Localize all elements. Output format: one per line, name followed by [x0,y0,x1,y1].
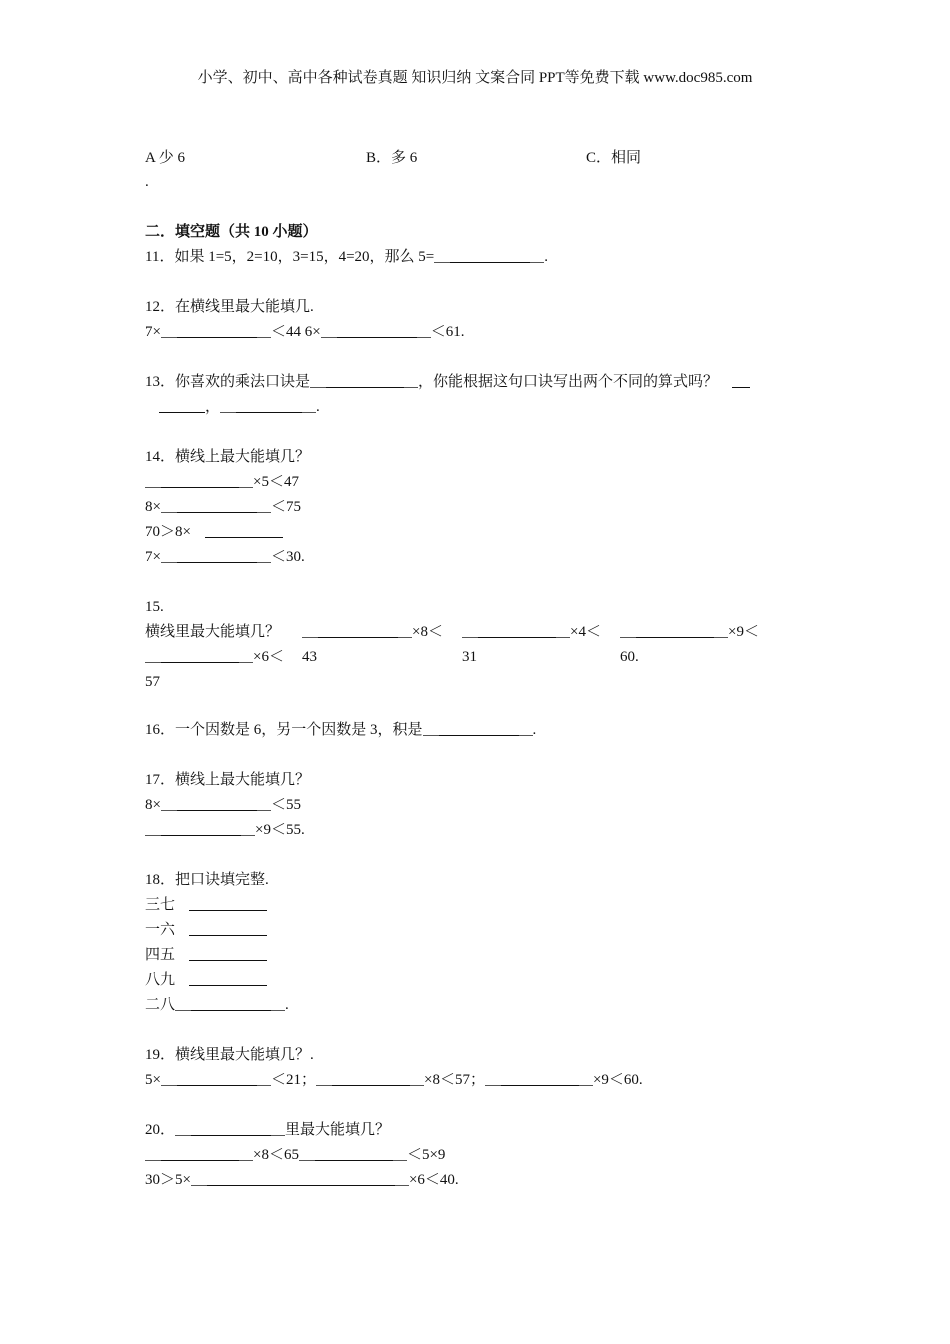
q14-blank-3[interactable] [191,524,283,536]
q15-part-2 [462,622,601,642]
q20-num: 20． [145,1122,176,1138]
q19-title: 19．横线里最大能填几？. [145,1047,314,1063]
q18-item-3 [145,945,267,965]
q18-item-4 [145,970,267,990]
q18-item-label: 四五 [145,947,176,963]
q14-blank-1[interactable] [145,474,253,486]
q13-line-2 [145,397,320,417]
q15-v1: 43 [302,649,317,665]
q11-text: 11．如果 1=5，2=10，3=15，4=20，那么 5= [145,249,435,265]
q17-l2: ×9＜55. [255,822,305,838]
q17-line-2 [145,820,305,840]
q15-v2: 31 [462,649,477,665]
option-dot: . [145,174,149,190]
q18-blank-1[interactable] [175,897,267,909]
q20-blank-3[interactable] [191,1172,409,1184]
q16-text: 16．一个因数是 6，另一个因数是 3，积是 [145,722,423,738]
q14-line-1 [145,472,299,492]
question-11 [145,247,548,267]
q13-d: . [316,399,320,415]
q20-l1a: ×8＜65 [253,1147,299,1163]
q18-item-label: 二八 [145,997,176,1013]
q19-c: ×8＜57； [423,1072,485,1088]
q19-line [145,1070,643,1090]
q13-line-1 [145,372,750,392]
q15-p1: ×8＜ [412,624,443,640]
q16-blank[interactable] [423,722,533,734]
q18-tail: . [285,997,289,1013]
option-c: C．相同 [586,150,642,166]
q13-blank-3[interactable] [220,399,316,411]
q15-part-1 [302,622,443,642]
q18-item-label: 八九 [145,972,176,988]
q18-item-5 [145,995,289,1015]
q13-blank-2-start[interactable] [718,374,750,386]
q16-tail: . [532,722,537,738]
q18-blank-3[interactable] [175,947,267,959]
q19-d: ×9＜60. [592,1072,643,1088]
q15-blank-2[interactable] [462,624,570,636]
q20-blank-1[interactable] [145,1147,253,1159]
q17-l1b: ＜55 [270,797,301,813]
q18-item-label: 三七 [145,897,176,913]
q15-part-4 [145,647,284,667]
q20-blank-2[interactable] [299,1147,407,1159]
q14-blank-4[interactable] [161,549,271,561]
q18-item-1 [145,895,267,915]
q19-blank-3[interactable] [485,1072,593,1084]
q15-p4: ×6＜ [253,649,284,665]
q18-blank-5[interactable] [175,997,285,1009]
q19-b: ＜21； [270,1072,316,1088]
q12-blank-2[interactable] [321,324,431,336]
q14-l2b: ＜75 [270,499,301,515]
q17-blank-1[interactable] [161,797,271,809]
q20-l2a: 30＞5× [145,1172,191,1188]
q13-blank-1[interactable] [310,374,418,386]
q14-blank-2[interactable] [161,499,271,511]
q12-blank-1[interactable] [161,324,271,336]
q13-blank-2-end[interactable] [145,399,205,411]
section-title: 二．填空题（共 10 小题） [145,224,318,240]
q17-blank-2[interactable] [145,822,255,834]
q17-title: 17．横线上最大能填几？ [145,772,311,788]
q20-line-2 [145,1170,459,1190]
q20-line-1 [145,1145,445,1165]
q18-item-label: 一六 [145,922,176,938]
q15-p2: ×4＜ [570,624,601,640]
q19-a: 5× [145,1072,161,1088]
q15-num: 15. [145,599,164,615]
question-16 [145,720,536,740]
q19-blank-2[interactable] [316,1072,424,1084]
q13-b: ，你能根据这句口诀写出两个不同的算式吗？ [418,374,719,390]
option-b: B．多 6 [366,150,418,166]
q18-title: 18．把口诀填完整. [145,872,269,888]
q20-title: 里最大能填几？ [285,1122,391,1138]
q14-l2a: 8× [145,499,161,515]
q15-v4: 57 [145,674,160,690]
q11-tail: . [544,249,548,265]
q15-p3: ×9＜ [728,624,759,640]
q14-line-3 [145,522,283,542]
q15-blank-3[interactable] [620,624,728,636]
q14-l4a: 7× [145,549,161,565]
q15-v3: 60. [620,649,639,665]
q18-blank-2[interactable] [175,922,267,934]
q15-line-1 [145,622,280,642]
q19-blank-1[interactable] [161,1072,271,1084]
q12-a: 7× [145,324,161,340]
q12-title: 12．在横线里最大能填几. [145,299,314,315]
q12-line [145,322,464,342]
q14-line-2 [145,497,301,517]
q13-c: ， [205,399,221,415]
option-a: A 少 6 [145,150,186,166]
q18-item-2 [145,920,267,940]
q20-l1b: ＜5×9 [406,1147,446,1163]
q15-part-3 [620,622,759,642]
q12-b: ＜44 6× [270,324,321,340]
q13-a: 13．你喜欢的乘法口诀是 [145,374,311,390]
q12-c: ＜61. [430,324,465,340]
page-header: 小学、初中、高中各种试卷真题 知识归纳 文案合同 PPT等免费下载 www.doc985.com [197,70,753,86]
q15-title: 横线里最大能填几？ [145,624,281,640]
q20-title-line [145,1120,390,1140]
q20-blank-title[interactable] [175,1122,285,1134]
q11-blank[interactable] [434,249,544,261]
q15-blank-4[interactable] [145,649,253,661]
q14-l1: ×5＜47 [253,474,299,490]
q17-l1a: 8× [145,797,161,813]
q14-l3: 70＞8× [145,524,191,540]
q17-line-1 [145,795,301,815]
q15-blank-1[interactable] [302,624,412,636]
q20-l2b: ×6＜40. [408,1172,459,1188]
q14-line-4 [145,547,305,567]
q18-blank-4[interactable] [175,972,267,984]
q14-title: 14．横线上最大能填几？ [145,449,311,465]
q14-l4b: ＜30. [270,549,305,565]
